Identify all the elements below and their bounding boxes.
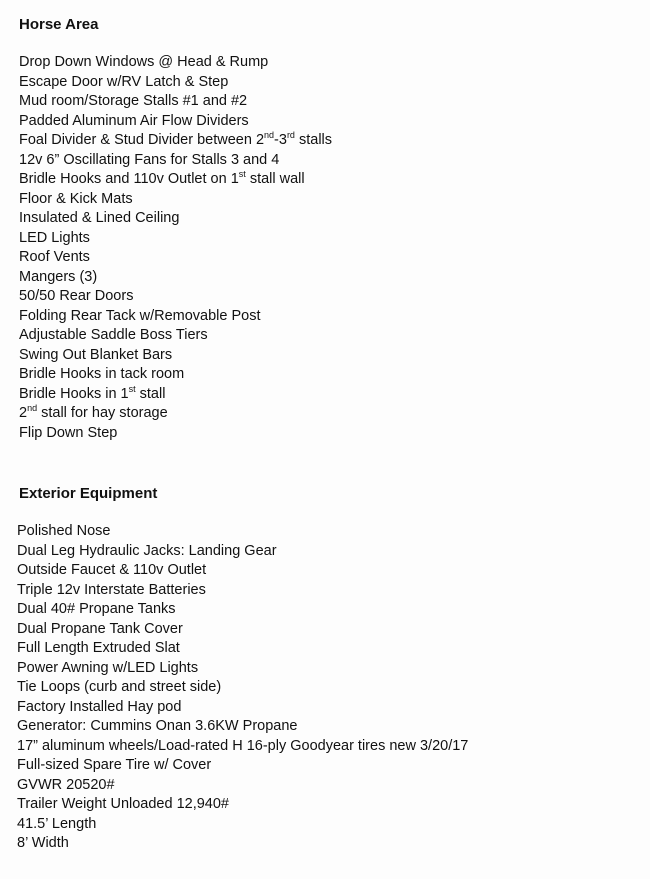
superscript-text: nd [264, 130, 275, 141]
item-text: Dual Propane Tank Cover [17, 620, 183, 637]
list-item [19, 326, 639, 346]
item-text: Dual 40# Propane Tanks [17, 601, 176, 617]
item-text: Floor & Kick Mats [19, 190, 133, 207]
item-text: Polished Nose [17, 523, 111, 539]
item-text: LED Lights [19, 229, 90, 246]
item-text: 2 [19, 405, 28, 421]
item-text: Outside Faucet & 110v Outlet [17, 562, 207, 578]
list-item [17, 776, 639, 796]
item-text: Triple 12v Interstate Batteries [17, 581, 206, 598]
item-text: Foal Divider & Stud Divider between 2 [19, 132, 265, 148]
item-text: Escape Door w/RV Latch & Step [19, 73, 229, 90]
list-item [17, 698, 639, 718]
item-text: Trailer Weight Unloaded 12,940# [17, 796, 229, 812]
item-text: Generator: Cummins Onan 3.6KW Propane [17, 718, 298, 734]
list-item [17, 620, 639, 640]
item-text: Dual Leg Hydraulic Jacks: Landing Gear [17, 542, 277, 559]
item-text: Bridle Hooks in 1 [19, 385, 129, 402]
list-item [17, 581, 639, 601]
item-text: Mud room/Storage Stalls #1 and #2 [19, 93, 248, 109]
list-item [17, 737, 639, 757]
item-text: 12v 6” Oscillating Fans for Stalls 3 and 4 [19, 151, 280, 168]
list-item [17, 795, 639, 815]
list-item [17, 815, 639, 835]
item-text: Factory Installed Hay pod [17, 698, 182, 715]
item-text: Insulated & Lined Ceiling [19, 210, 180, 226]
item-text: Bridle Hooks and 110v Outlet on 1 [19, 171, 239, 187]
item-text: Roof Vents [19, 249, 90, 265]
superscript-text: rd [286, 130, 295, 141]
horse-area-heading: Horse Area [19, 16, 99, 33]
item-text: Full Length Extruded Slat [17, 640, 180, 656]
item-text: stall for hay storage [37, 405, 168, 421]
list-item [17, 834, 639, 854]
horse-area-section [19, 14, 639, 443]
list-item [19, 112, 639, 132]
item-text: stall wall [245, 171, 305, 187]
item-text: 17” aluminum wheels/Load-rated H 16-ply Goodyear tires new 3/20/17 [17, 737, 469, 754]
item-text: GVWR 20520# [17, 776, 115, 793]
list-item [17, 678, 639, 698]
list-item [19, 190, 639, 210]
list-item [19, 404, 639, 424]
item-text: Full-sized Spare Tire w/ Cover [17, 757, 212, 773]
exterior-equipment-heading: Exterior Equipment [19, 485, 158, 502]
list-item [19, 229, 639, 249]
list-item [19, 209, 639, 229]
item-text: Adjustable Saddle Boss Tiers [19, 327, 208, 343]
list-item [17, 522, 639, 542]
list-item [19, 92, 639, 112]
list-item [19, 73, 639, 93]
exterior-equipment-list [19, 522, 639, 854]
list-item [19, 268, 639, 288]
item-text: 8’ Width [17, 835, 69, 851]
list-item [17, 659, 639, 679]
list-item [19, 287, 639, 307]
exterior-equipment-section [19, 483, 639, 854]
list-item [17, 600, 639, 620]
list-item [17, 542, 639, 562]
item-text: 50/50 Rear Doors [19, 288, 134, 304]
item-text: stall [135, 385, 166, 402]
list-item [19, 53, 639, 73]
list-item [19, 170, 639, 190]
list-item [19, 131, 639, 151]
list-item [17, 756, 639, 776]
item-text: 41.5’ Length [17, 815, 97, 832]
item-text: Swing Out Blanket Bars [19, 346, 173, 363]
item-text: -3 [274, 132, 287, 148]
list-item [17, 639, 639, 659]
item-text: Tie Loops (curb and street side) [17, 679, 222, 695]
list-item [17, 717, 639, 737]
item-text: Mangers (3) [19, 268, 98, 285]
item-text: Folding Rear Tack w/Removable Post [19, 307, 261, 324]
list-item [19, 307, 639, 327]
list-item [19, 365, 639, 385]
horse-area-list [19, 53, 639, 443]
list-item [17, 561, 639, 581]
list-item [19, 385, 639, 405]
item-text: stalls [294, 132, 333, 148]
list-item [19, 151, 639, 171]
superscript-text: st [238, 169, 246, 180]
list-item [19, 424, 639, 444]
list-item [19, 346, 639, 366]
item-text: Drop Down Windows @ Head & Rump [19, 54, 269, 70]
item-text: Padded Aluminum Air Flow Dividers [19, 112, 249, 129]
item-text: Flip Down Step [19, 424, 118, 441]
superscript-text: st [128, 383, 136, 394]
superscript-text: nd [27, 403, 38, 414]
item-text: Power Awning w/LED Lights [17, 659, 199, 676]
list-item [19, 248, 639, 268]
item-text: Bridle Hooks in tack room [19, 366, 185, 382]
